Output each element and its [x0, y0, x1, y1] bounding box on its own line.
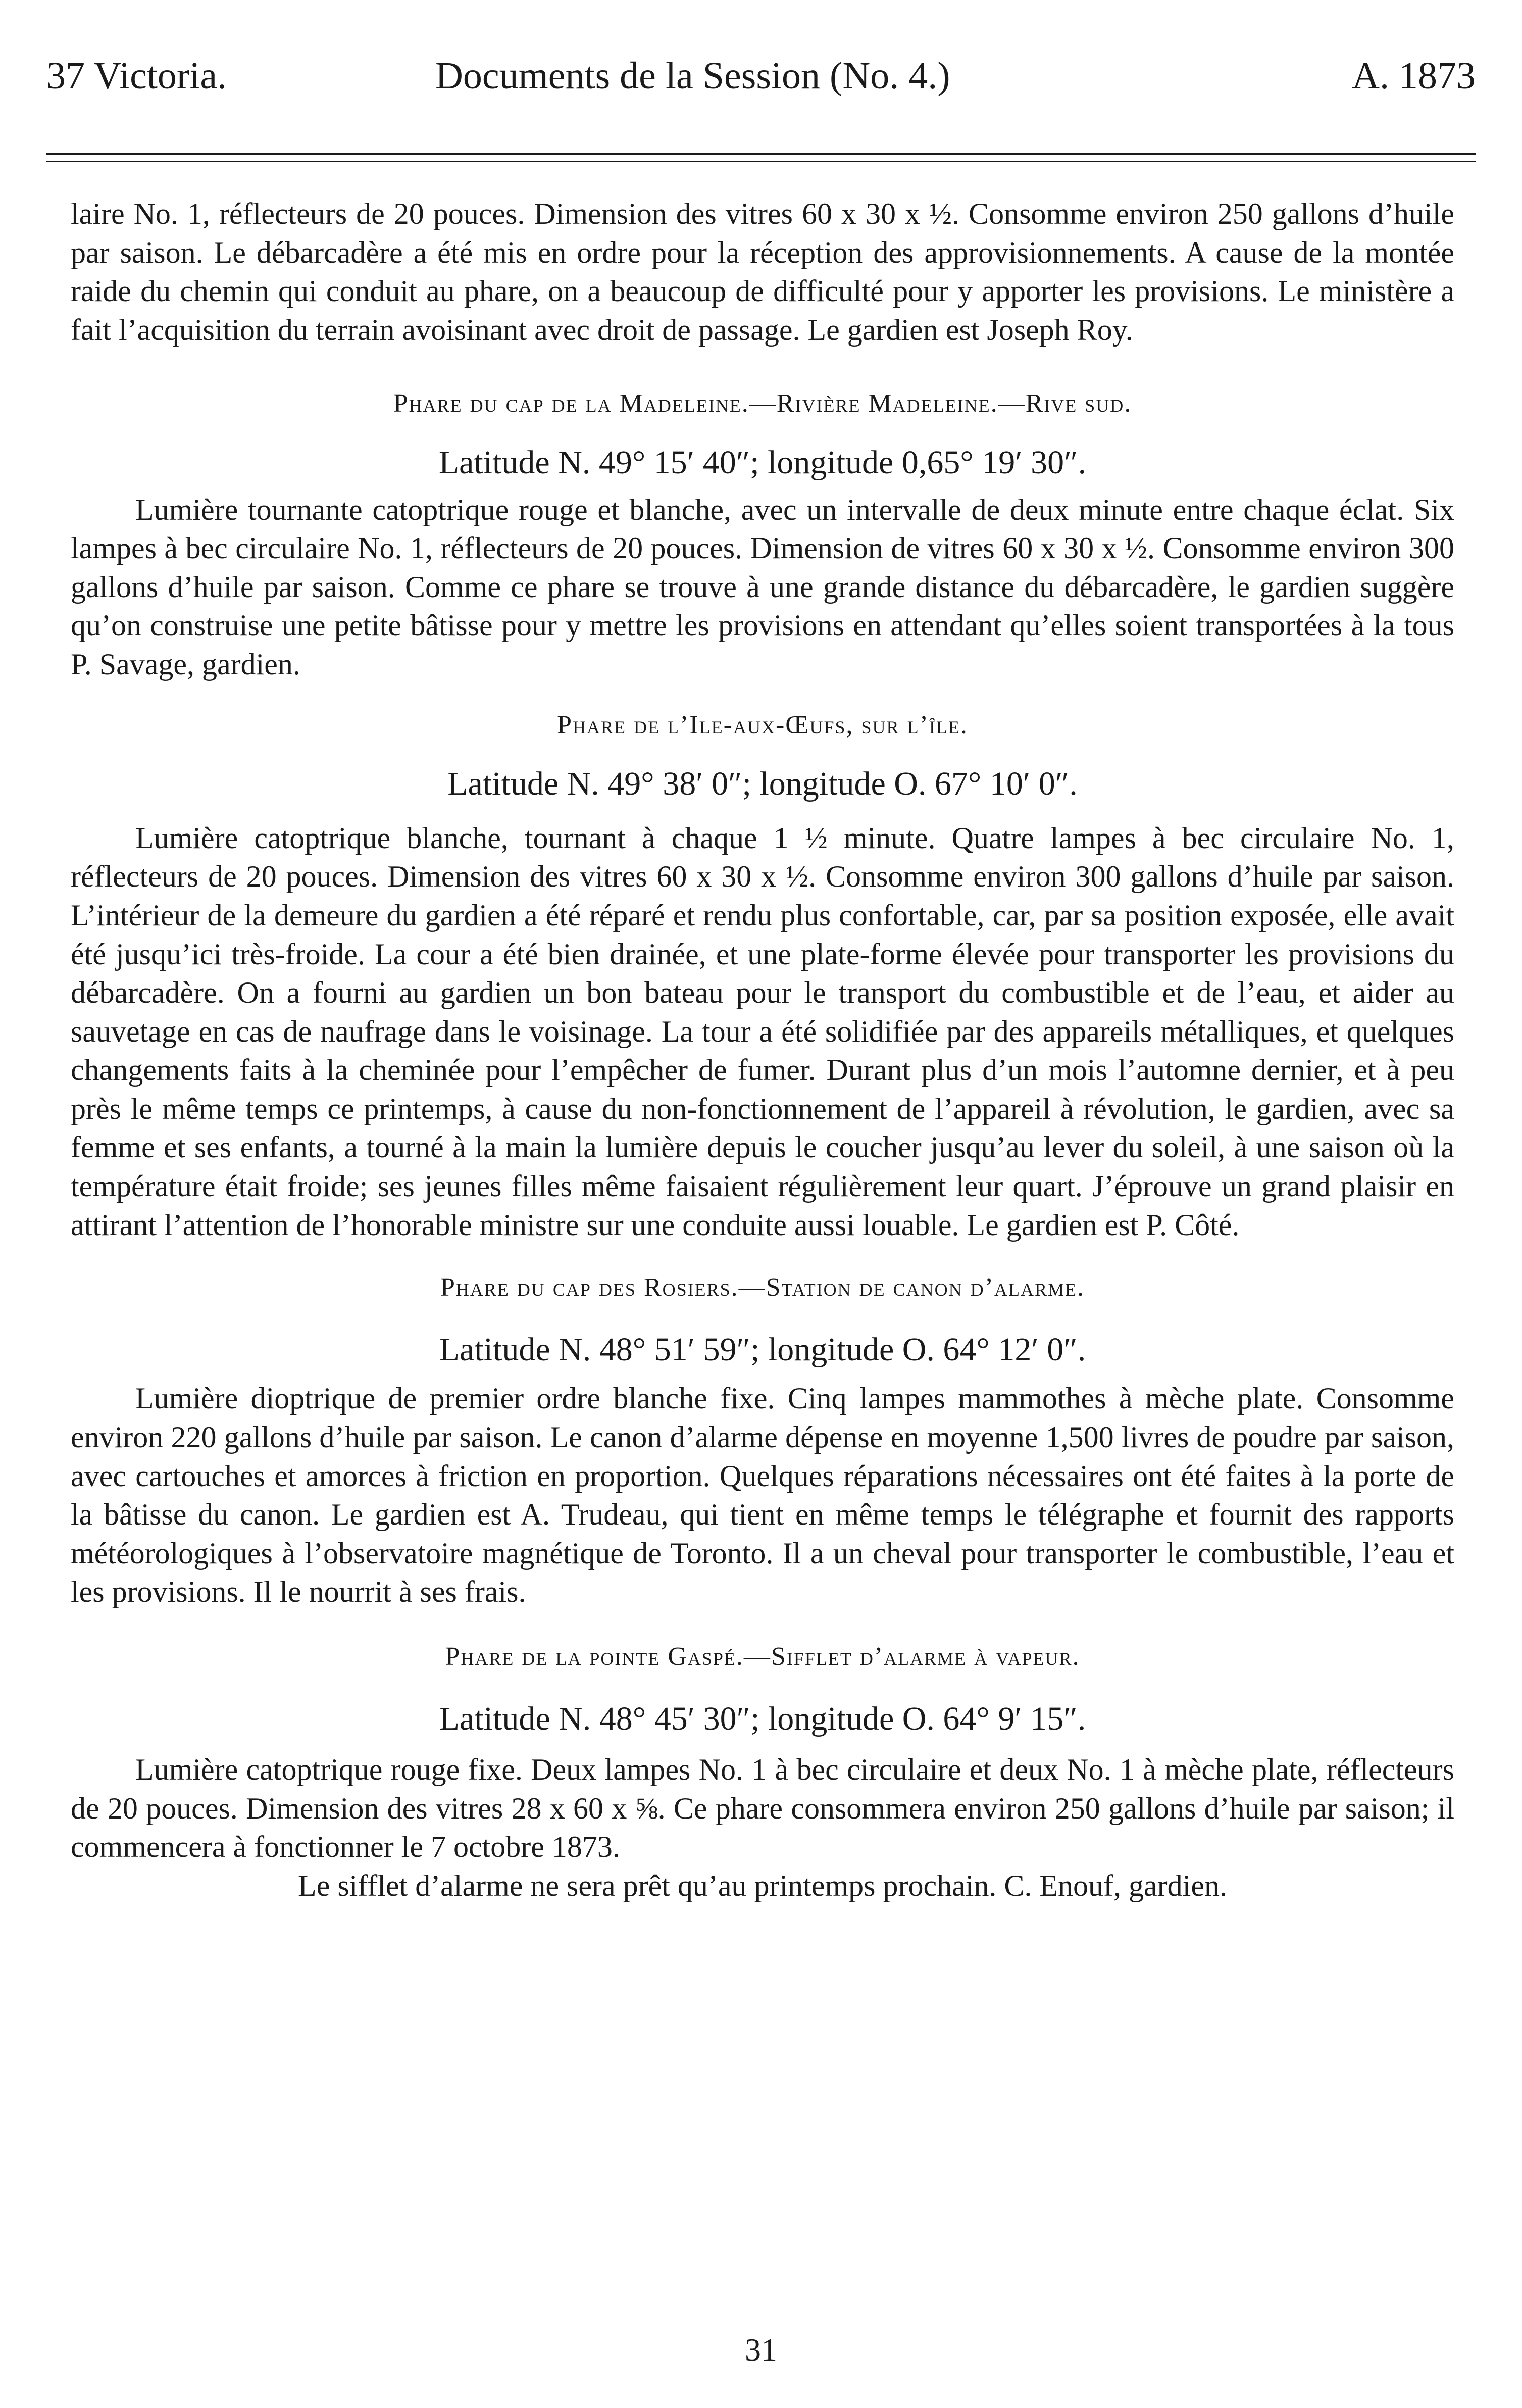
- section-heading-cap-des-rosiers: Phare du cap des Rosiers.—Station de canon d’alarme.: [440, 1273, 1085, 1302]
- section-heading-cap-madeleine: Phare du cap de la Madeleine.—Rivière Madeleine.—Rive sud.: [393, 389, 1132, 418]
- coordinates-ile-aux-oeufs: Latitude N. 49° 38′ 0″; longitude O. 67° 10′ 0″.: [447, 765, 1078, 803]
- signature-line: Le sifflet d’alarme ne sera prêt qu’au printemps prochain. C. Enouf, gardien.: [298, 1869, 1227, 1902]
- section-heading-ile-aux-oeufs: Phare de l’Ile-aux-Œufs, sur l’île.: [557, 710, 968, 740]
- section-heading-pointe-gaspe: Phare de la pointe Gaspé.—Sifflet d’alarme à vapeur.: [445, 1642, 1080, 1671]
- paragraph-ile-aux-oeufs: Lumière catoptrique blanche, tournant à chaque 1 ½ minute. Quatre lampes à bec circulaire No. 1, réflecteurs de 20 pouces. Dimension des vitres 60 x 30 x ½. Consomme environ 300 gallons d’huile par saison. L’intérieur de la demeure du gardien a été réparé et rendu plus confortable, car, par sa position exposée, elle avait été jusqu’ici très-froide. La cour a été bien drainée, et une plate-forme élevée pour transporter les provisions du débarcadère. On a fourni au gardien un bon bateau pour le transport du combustible et de l’eau, et aider au sauvetage en cas de naufrage dans le voisinage. La tour a été solidifiée par des appareils métalliques, et quelques changements faits à la cheminée pour l’empêcher de fumer. Durant plus d’un mois l’automne dernier, et à peu près le même temps ce printemps, à cause du non-fonctionnement de l’appareil à révolution, le gardien, avec sa femme et ses enfants, a tourné à la main la lumière depuis le coucher jusqu’au lever du soleil, à une saison où la température était froide; ses jeunes filles même faisaient régulièrement leur quart. J’éprouve un grand plaisir en attirant l’attention de l’honorable ministre sur une conduite aussi louable. Le gardien est P. Côté.: [71, 821, 1454, 1242]
- coordinates-pointe-gaspe: Latitude N. 48° 45′ 30″; longitude O. 64° 9′ 15″.: [439, 1700, 1086, 1737]
- header-year: A. 1873: [1352, 55, 1476, 97]
- paragraph-pointe-gaspe: Lumière catoptrique rouge fixe. Deux lampes No. 1 à bec circulaire et deux No. 1 à mèche plate, réflecteurs de 20 pouces. Dimension des vitres 28 x 60 x ⅝. Ce phare consommera environ 250 gallons d’huile par saison; il commencera à fonctionner le 7 octobre 1873.: [71, 1753, 1454, 1864]
- document-body: [71, 194, 1454, 1905]
- header-session: 37 Victoria.: [46, 55, 227, 97]
- page-number: 31: [745, 2332, 777, 2368]
- header-rule-thin: [46, 161, 1476, 162]
- paragraph-continued: laire No. 1, réflecteurs de 20 pouces. Dimension des vitres 60 x 30 x ½. Consomme environ 250 gallons d’huile par saison. Le débarcadère a été mis en ordre pour la réception des approvisionnements. A cause de la montée raide du chemin qui conduit au phare, on a beaucoup de difficulté pour y apporter les provisions. Le ministère a fait l’acquisition du terrain avoisinant avec droit de passage. Le gardien est Joseph Roy.: [71, 197, 1454, 347]
- coordinates-cap-madeleine: Latitude N. 49° 15′ 40″; longitude 0,65° 19′ 30″.: [438, 444, 1087, 481]
- paragraph-cap-des-rosiers: Lumière dioptrique de premier ordre blanche fixe. Cinq lampes mammothes à mèche plate. Consomme environ 220 gallons d’huile par saison. Le canon d’alarme dépense en moyenne 1,500 livres de poudre par saison, avec cartouches et amorces à friction en proportion. Quelques réparations nécessaires ont été faites à la porte de la bâtisse du canon. Le gardien est A. Trudeau, qui tient en même temps le télégraphe et fournit des rapports météorologiques à l’observatoire magnétique de Toronto. Il a un cheval pour transporter le combustible, l’eau et les provisions. Il le nourrit à ses frais.: [71, 1382, 1454, 1609]
- header-rule-thick: [46, 153, 1476, 155]
- running-header: [46, 48, 1476, 104]
- paragraph-cap-madeleine: Lumière tournante catoptrique rouge et blanche, avec un intervalle de deux minute entre chaque éclat. Six lampes à bec circulaire No. 1, réflecteurs de 20 pouces. Dimension de vitres 60 x 30 x ½. Consomme environ 300 gallons d’huile par saison. Comme ce phare se trouve à une grande distance du débarcadère, le gardien suggère qu’on construise une petite bâtisse pour y mettre les provisions en attendant qu’elles soient transportées à la tous P. Savage, gardien.: [71, 493, 1454, 681]
- header-title: Documents de la Session (No. 4.): [435, 55, 950, 97]
- coordinates-cap-des-rosiers: Latitude N. 48° 51′ 59″; longitude O. 64° 12′ 0″.: [439, 1331, 1086, 1368]
